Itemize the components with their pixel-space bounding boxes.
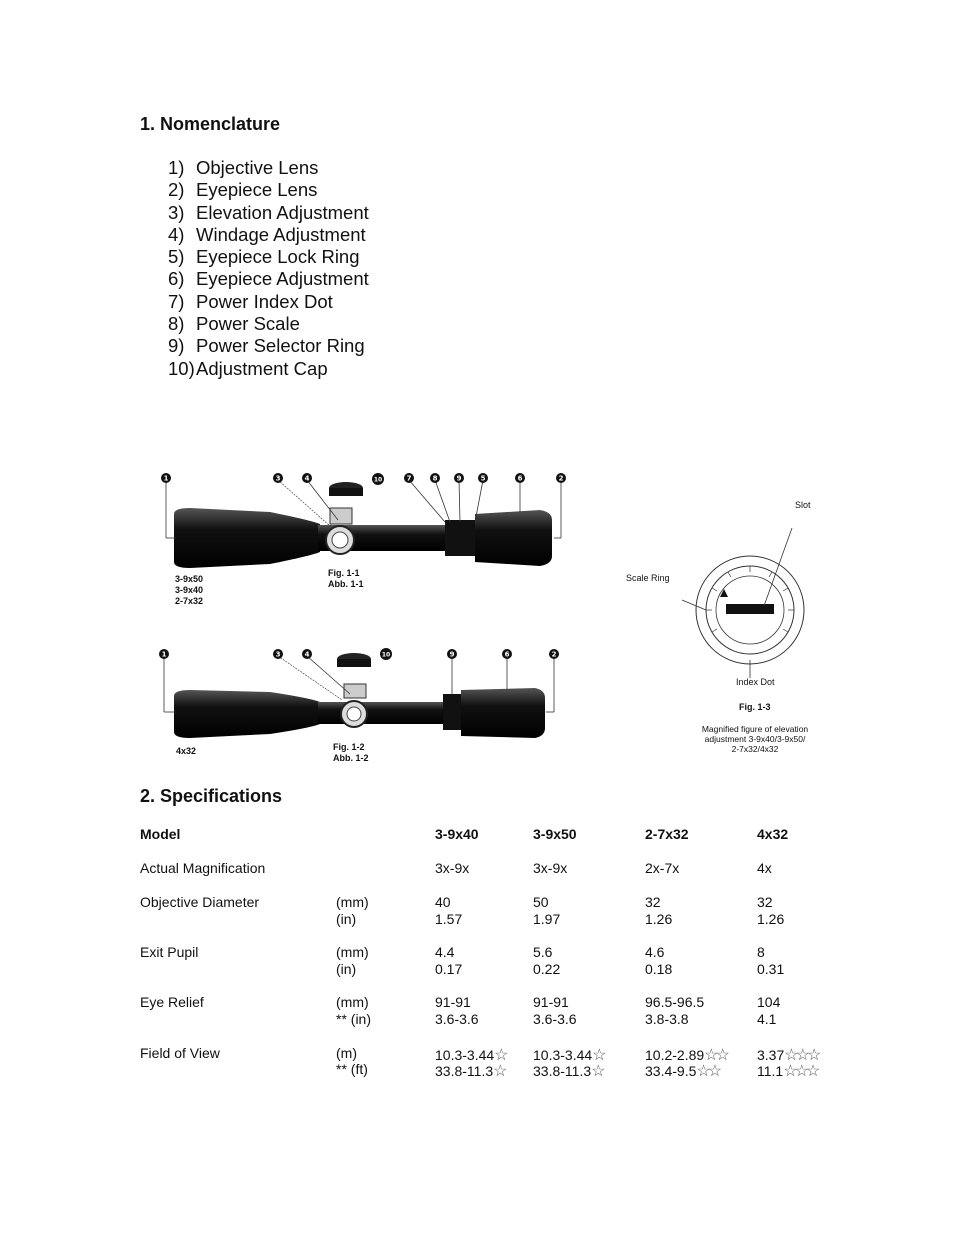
table-cell: 1.57: [435, 911, 463, 927]
table-cell: 4.6: [645, 944, 665, 960]
table-cell: 3.6-3.6: [435, 1011, 479, 1027]
star-icon: ☆: [494, 1047, 506, 1064]
callout-2: 2: [558, 474, 564, 483]
callout-4: 4: [304, 474, 310, 483]
table-cell: 3x-9x: [435, 860, 470, 876]
table-cell: 0.17: [435, 961, 463, 977]
row-label: Actual Magnification: [140, 860, 266, 876]
specifications-title: 2. Specifications: [140, 786, 283, 806]
table-cell: 91-91: [435, 994, 471, 1010]
table-cell: 1.26: [757, 911, 785, 927]
list-item: 5) Eyepiece Lock Ring: [168, 246, 360, 268]
table-cell: 8: [757, 944, 765, 960]
table-cell: 2x-7x: [645, 860, 680, 876]
fig2-caption: Fig. 1-2 Abb. 1-2: [333, 742, 369, 763]
model-header: 3-9x50: [533, 826, 577, 842]
callout-5: 5: [480, 474, 486, 483]
callout-1: 1: [161, 650, 167, 659]
star-icon: ☆☆☆: [784, 1047, 819, 1064]
table-cell: 10.3-3.44☆: [435, 1047, 506, 1064]
elevation-dial-figure: [680, 510, 830, 690]
star-icon: ☆: [591, 1063, 603, 1080]
unit-label: (mm): [336, 894, 369, 910]
list-item: 7) Power Index Dot: [168, 290, 333, 312]
scope-figure-1: [150, 468, 570, 618]
fig3-scale-ring-label: Scale Ring: [626, 573, 670, 583]
table-cell: 1.97: [533, 911, 561, 927]
callout-8: 8: [432, 474, 438, 483]
table-cell: 3.6-3.6: [533, 1011, 577, 1027]
table-cell: 32: [757, 894, 773, 910]
table-cell: 32: [645, 894, 661, 910]
table-cell: 3.8-3.8: [645, 1011, 689, 1027]
table-cell: 5.6: [533, 944, 553, 960]
unit-label: (in): [336, 961, 357, 977]
callout-10: 10: [373, 476, 383, 484]
model-header-label: Model: [140, 826, 181, 842]
table-cell: 96.5-96.5: [645, 994, 705, 1010]
star-icon: ☆: [592, 1047, 604, 1064]
table-cell: 0.22: [533, 961, 561, 977]
table-cell: 4x: [757, 860, 772, 876]
fig3-index-dot-label: Index Dot: [736, 677, 775, 687]
row-label: Exit Pupil: [140, 944, 199, 960]
list-item: 2) Eyepiece Lens: [168, 179, 318, 201]
list-item: 6) Eyepiece Adjustment: [168, 268, 369, 290]
model-header: 2-7x32: [645, 826, 689, 842]
model-header: 3-9x40: [435, 826, 479, 842]
callout-6: 6: [517, 474, 523, 483]
star-icon: ☆☆☆: [783, 1063, 818, 1080]
list-item: 3) Elevation Adjustment: [168, 201, 369, 223]
table-cell: 50: [533, 894, 549, 910]
row-label: Objective Diameter: [140, 894, 260, 910]
unit-label: (in): [336, 911, 357, 927]
list-item: 1) Objective Lens: [168, 157, 319, 178]
table-cell: 11.1☆☆☆: [757, 1063, 818, 1080]
table-cell: 1.26: [645, 911, 673, 927]
callout-9: 9: [456, 474, 462, 483]
list-item: 9) Power Selector Ring: [168, 335, 365, 357]
star-icon: ☆: [493, 1063, 505, 1080]
list-item: 8) Power Scale: [168, 313, 300, 335]
table-cell: 33.4-9.5☆☆: [645, 1063, 720, 1080]
table-cell: 3x-9x: [533, 860, 568, 876]
table-cell: 40: [435, 894, 451, 910]
row-label: Field of View: [140, 1045, 220, 1061]
fig3-description: Magnified figure of elevation adjustment 3-9x40/3-9x50/ 2-7x32/4x32: [701, 724, 809, 754]
list-item: 4) Windage Adjustment: [168, 223, 366, 245]
table-cell: 91-91: [533, 994, 569, 1010]
table-cell: 10.3-3.44☆: [533, 1047, 604, 1064]
callout-7: 7: [406, 474, 412, 483]
table-cell: 33.8-11.3☆: [435, 1063, 505, 1080]
star-icon: ☆☆: [704, 1047, 727, 1064]
model-header: 4x32: [757, 826, 789, 842]
table-cell: 3.37☆☆☆: [757, 1047, 819, 1064]
fig3-slot-label: Slot: [795, 500, 811, 510]
callout-6: 6: [504, 650, 510, 659]
callout-2: 2: [551, 650, 557, 659]
table-cell: 104: [757, 994, 781, 1010]
star-icon: ☆☆: [696, 1063, 720, 1080]
callout-3: 3: [275, 650, 281, 659]
table-cell: 33.8-11.3☆: [533, 1063, 603, 1080]
unit-label: (mm): [336, 994, 369, 1010]
table-cell: 4.1: [757, 1011, 777, 1027]
nomenclature-title: 1. Nomenclature: [140, 114, 281, 134]
table-cell: 4.4: [435, 944, 455, 960]
callout-10: 10: [381, 651, 391, 659]
fig1-caption: Fig. 1-1 Abb. 1-1: [328, 568, 364, 589]
row-label: Eye Relief: [140, 994, 204, 1010]
callout-9: 9: [449, 650, 455, 659]
nomenclature-list: [168, 157, 369, 380]
scope-figure-2: [150, 644, 570, 744]
unit-label: (mm): [336, 944, 369, 960]
table-cell: 10.2-2.89☆☆: [645, 1047, 727, 1064]
table-cell: 0.31: [757, 961, 785, 977]
unit-label: (m): [336, 1045, 357, 1061]
fig1-models: 3-9x50 3-9x40 2-7x32: [175, 574, 204, 606]
callout-1: 1: [163, 474, 169, 483]
callout-3: 3: [275, 474, 281, 483]
fig2-model: 4x32: [176, 746, 197, 756]
fig3-caption: Fig. 1-3: [739, 702, 771, 712]
callout-4: 4: [304, 650, 310, 659]
table-cell: 0.18: [645, 961, 673, 977]
unit-label: ** (in): [336, 1011, 372, 1027]
unit-label: ** (ft): [336, 1061, 368, 1077]
list-item: 10) Adjustment Cap: [168, 357, 328, 379]
